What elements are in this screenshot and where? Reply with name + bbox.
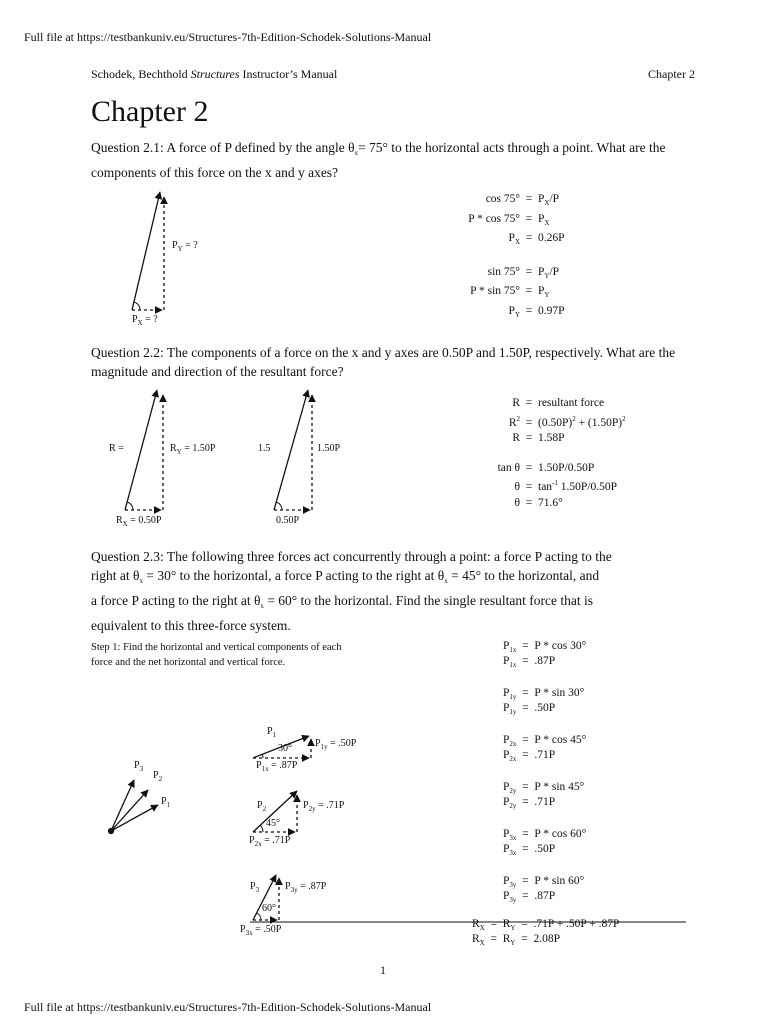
q23-eq-rhs: P * cos 30° — [534, 640, 587, 652]
q23-equations — [503, 639, 586, 904]
q23-eq-row — [503, 748, 586, 763]
q23-eq-rhs: P * sin 45° — [534, 781, 585, 793]
q23-d3-arc — [257, 913, 261, 920]
q23-eq-row — [503, 842, 586, 857]
q23-eq-subscript: 1y — [509, 708, 517, 716]
q23-eq-subscript: 3x — [509, 849, 517, 857]
q23-eq-rhs: .87P — [534, 655, 556, 667]
q23-eq-subscript: 1y — [509, 693, 517, 701]
q22-left2-label: 1.5 — [258, 443, 271, 454]
q23-eq-row — [503, 639, 586, 654]
q22b-angle-arc — [276, 502, 282, 510]
q23-fan-p1 — [111, 805, 158, 831]
q23-eq-rhs: .71P — [534, 796, 556, 808]
q23-line2: right at $\theta_x = 30^\circ$ to the horizontal, a force P acting to the right at $\theta_x = 45^\circ$ to the horizontal, and — [91, 568, 600, 585]
q23-eq-row — [503, 686, 586, 701]
q23-eq-equals: = — [516, 640, 535, 652]
q23-eq-equals: = — [516, 890, 535, 902]
q23-eq-equals: = — [516, 828, 535, 840]
q22-eq-theta2: θ = 71.6° — [514, 496, 563, 509]
q23-d3-angle-label: 60° — [262, 903, 276, 914]
q22-rx-label: $R_X = 0.50P$ — [116, 515, 162, 528]
q23-eq-equals: = — [516, 749, 535, 761]
q23-fan-p2 — [111, 790, 148, 831]
q22-eq-tan: tan θ = 1.50P/0.50P — [497, 461, 595, 474]
q23-sum-line2: $R_X = R_Y = 2.08P$ — [472, 933, 560, 947]
q23-eq-rhs: .87P — [534, 890, 556, 902]
q22-equations — [470, 396, 626, 511]
q23-fan-p2-label: $P_2$ — [153, 770, 163, 783]
source-url-bottom: Full file at https://testbankuniv.eu/Structures-7th-Edition-Schodek-Solutions-Manual — [24, 1000, 432, 1014]
question-2-3 — [91, 547, 701, 635]
q23-d1-py-label: $P_{1y} = .50P$ — [315, 738, 357, 751]
q23-eq-lhs: P — [503, 655, 510, 667]
q23-eq-lhs: P — [503, 734, 510, 746]
q23-step1: Step 1: Find the horizontal and vertical components of each force and the net horizontal and vertical force. — [91, 642, 342, 668]
q21-sub: x — [354, 149, 359, 157]
q23-eq-equals: = — [516, 843, 535, 855]
q22b-resultant — [274, 390, 308, 510]
header-manual: Instructor’s Manual — [239, 67, 338, 81]
chapter-title: Chapter 2 — [91, 95, 209, 128]
q21-eq-py: $P_Y = 0.97P$ — [508, 304, 565, 319]
q21-angle-arc — [134, 302, 140, 310]
q23-d2-angle-label: 45° — [266, 818, 280, 829]
q22a-resultant — [125, 390, 157, 510]
q23-line4: equivalent to this three-force system. — [91, 618, 291, 633]
q23-eq-row — [503, 780, 586, 795]
q23-eq-equals: = — [516, 781, 535, 793]
q23-d3-p-label: $P_3$ — [250, 881, 260, 894]
q23-d1-px-label: $P_{1x} = .87P$ — [256, 760, 298, 773]
q22-eq-r: R = resultant force — [512, 397, 605, 409]
q21-eq-pcos: $P * \cos 75^\circ = P_X$ — [468, 212, 550, 227]
q23-d2-p-label: $P_2$ — [257, 800, 267, 813]
q23-d3-py-label: $P_{3y} = .87P$ — [285, 881, 327, 894]
q23-eq-equals: = — [516, 655, 535, 667]
q22a-angle-arc — [127, 502, 133, 510]
q21-eq-cos: $\cos 75^\circ = P_X/P$ — [485, 193, 560, 207]
q21-pre: Question 2.1: A force of P defined by the angle θ — [91, 140, 355, 155]
q23-eq-rhs: P * sin 30° — [534, 687, 585, 699]
q22-bottom2-label: 0.50P — [276, 515, 300, 526]
q23-eq-lhs: P — [503, 749, 510, 761]
q23-eq-row — [503, 701, 586, 716]
q23-fan-p3 — [111, 780, 134, 831]
q23-eq-equals: = — [516, 702, 535, 714]
q21-eq-psin: $P * \sin 75^\circ = P_Y$ — [470, 285, 550, 299]
q23-d2-py-label: $P_{2y} = .71P$ — [303, 800, 345, 813]
page-number: 1 — [380, 963, 386, 977]
q22-eq-r3: R = 1.58P — [512, 432, 565, 444]
q23-eq-subscript: 2x — [509, 755, 517, 763]
q23-eq-subscript: 3x — [509, 834, 517, 842]
q21-force-vector — [132, 192, 160, 310]
q23-eq-rhs: .71P — [534, 749, 556, 761]
q23-eq-rhs: .50P — [534, 702, 556, 714]
q23-eq-subscript: 3y — [509, 896, 517, 904]
q23-eq-rhs: P * cos 45° — [534, 734, 587, 746]
q23-eq-lhs: P — [503, 702, 510, 714]
q21-py-label: $P_Y$ = ? — [172, 240, 198, 253]
q23-d1-p-label: $P_1$ — [267, 726, 277, 739]
q23-d2-arc — [260, 825, 263, 832]
q22-ry-label: $R_Y = 1.50P$ — [170, 443, 216, 456]
q23-eq-rhs: P * sin 60° — [534, 875, 585, 887]
q21-equations — [440, 192, 565, 323]
q23-eq-lhs: P — [503, 875, 510, 887]
q23-d1-angle-label: 30° — [278, 743, 292, 754]
q22-right2-label: 1.50P — [317, 443, 341, 454]
q23-d2-px-label: $P_{2x} = .71P$ — [249, 835, 291, 848]
q23-eq-row — [503, 874, 586, 889]
q22-eq-r2: $R^2 = (0.50P)^2 + (1.50P)^2$ — [508, 414, 626, 429]
q23-eq-subscript: 1x — [509, 646, 517, 654]
q22-r-label: R = — [109, 443, 124, 454]
q21-px-label: $P_X$ = ? — [132, 314, 158, 327]
q21-post: = 75° to the horizontal acts through a point. What are the components of this force on the x and y axes? — [91, 140, 666, 180]
q23-eq-rhs: .50P — [534, 843, 556, 855]
q23-eq-equals: = — [516, 796, 535, 808]
q23-eq-lhs: P — [503, 890, 510, 902]
q23-sum-line1: $R_X = R_Y = .71P + .50P + .87P$ — [472, 918, 620, 932]
source-url-top: Full file at https://testbankuniv.eu/Structures-7th-Edition-Schodek-Solutions-Manual — [24, 30, 432, 44]
q23-fan-p1-label: $P_1$ — [161, 796, 171, 809]
q21-eq-sin: $\sin 75^\circ = P_Y/P$ — [487, 265, 560, 280]
q23-eq-subscript: 3y — [509, 881, 517, 889]
q23-eq-lhs: P — [503, 796, 510, 808]
q23-eq-subscript: 2y — [509, 802, 517, 810]
q23-eq-equals: = — [516, 687, 535, 699]
q23-eq-lhs: P — [503, 828, 510, 840]
q23-eq-rhs: P * cos 60° — [534, 828, 587, 840]
running-header-right: Chapter 2 — [648, 67, 695, 81]
question-2-2: Question 2.2: The components of a force on the x and y axes are 0.50P and 1.50P, respectively. What are the magnitude and direction of the resultant force? — [91, 345, 676, 379]
q23-eq-row — [503, 889, 586, 904]
q23-line1: Question 2.3: The following three forces act concurrently through a point: a force P acting to the — [91, 549, 612, 564]
header-authors: Schodek, Bechthold — [91, 67, 191, 81]
q23-eq-row — [503, 733, 586, 748]
q23-eq-lhs: P — [503, 687, 510, 699]
q23-eq-row — [503, 654, 586, 669]
q23-eq-equals: = — [516, 734, 535, 746]
q23-d3-px-label: $P_{3x} = .50P$ — [240, 924, 282, 937]
q23-eq-subscript: 2y — [509, 787, 517, 795]
q23-eq-lhs: P — [503, 843, 510, 855]
q21-eq-px: $P_X = 0.26P$ — [508, 232, 565, 246]
q23-eq-lhs: P — [503, 781, 510, 793]
q23-eq-equals: = — [516, 875, 535, 887]
header-book-title: Structures — [190, 67, 240, 81]
q23-eq-row — [503, 827, 586, 842]
q23-line3: a force P acting to the right at $\theta_x = 60^\circ$ to the horizontal. Find the single resultant force that is — [91, 593, 593, 610]
q23-eq-row — [503, 795, 586, 810]
q23-eq-subscript: 2x — [509, 740, 517, 748]
q23-eq-subscript: 1x — [509, 661, 517, 669]
q22-eq-theta1: $\theta = \tan^{-1} 1.50P/0.50P$ — [514, 479, 618, 493]
q23-fan-p3-label: $P_3$ — [134, 760, 144, 773]
q23-eq-lhs: P — [503, 640, 510, 652]
